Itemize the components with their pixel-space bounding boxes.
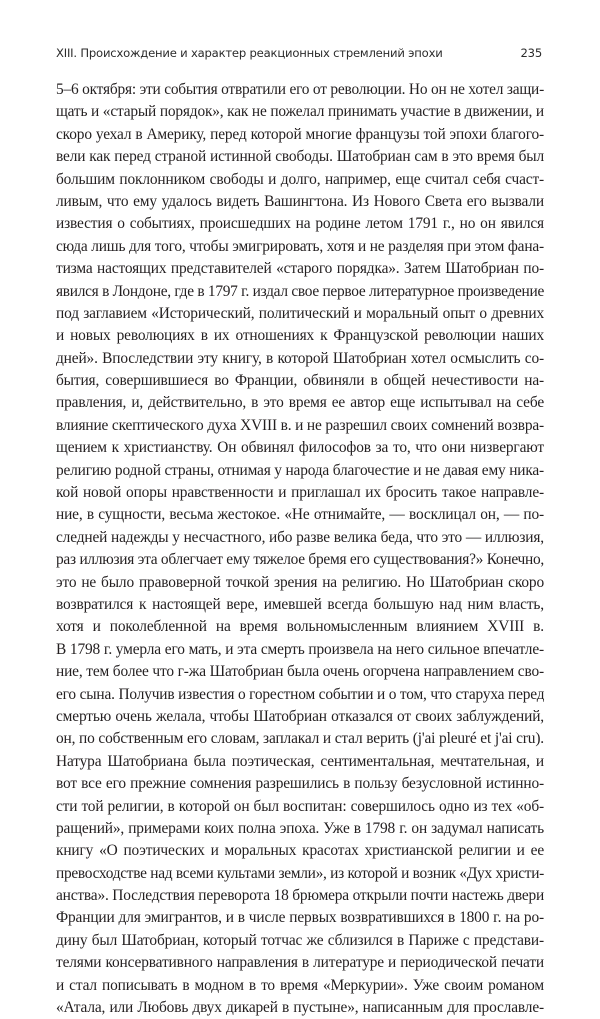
text-line: сюда лишь для того, чтобы эмигрировать, хотя и не разделяя при этом фана-: [56, 237, 544, 255]
text-line: следней надежды у несчастного, ибо разве велика беда, что это — иллюзия,: [56, 528, 544, 546]
text-line: вот все его прежние сомнения разрешились в пользу безусловной истинно-: [56, 775, 544, 793]
text-line: В 1798 г. умерла его мать, и эта смерть произвела на него сильное впечатле-: [56, 640, 544, 658]
text-line: дину был Шатобриан, который тотчас же сблизился в Париже с представи-: [56, 931, 544, 949]
text-line: раз иллюзия эта облегчает ему тяжелое бремя его существования?» Конечно,: [56, 551, 544, 569]
text-line: явился в Лондоне, где в 1797 г. издал свое первое литературное произведение: [56, 282, 544, 300]
text-line: книгу «О поэтических и моральных красотах христианской религии и ее: [56, 842, 544, 860]
text-line: вели как перед страной истинной свободы. Шатобриан сам в это время был: [56, 148, 544, 166]
text-line: под заглавием «Исторический, политический и моральный опыт о древних: [56, 304, 544, 322]
text-line: религию родной страны, отнимая у народа благочестие и не давая ему ника-: [56, 461, 544, 479]
text-line: и стал пописывать в модном в то время «Меркурии». Уже своим романом: [56, 976, 544, 994]
body-text: [56, 79, 544, 1019]
text-line: большим поклонником свободы и долго, например, еще считал себя счаст-: [56, 170, 544, 188]
text-line: кой новой опоры нравственности и приглашал их бросить такое направле-: [56, 484, 544, 502]
text-line: дней». Впоследствии эту книгу, в которой Шатобриан хотел осмыслить со-: [56, 349, 544, 367]
text-line: возвратился к настоящей вере, имевшей всегда большую над ним власть,: [56, 595, 544, 613]
text-line: хотя и поколебленной на время вольномысленным влиянием XVIII в.: [56, 618, 544, 636]
text-line: «Атала, или Любовь двух дикарей в пустыне», написанным для прославле-: [56, 999, 544, 1017]
text-line: известия о событиях, происшедших на родине летом 1791 г., но он явился: [56, 215, 544, 233]
chapter-title: XIII. Происхождение и характер реакционных стремлений эпохи: [56, 46, 443, 60]
text-line: его сына. Получив известия о горестном событии и о том, что старуха перед: [56, 685, 544, 703]
text-line: щением к христианству. Он обвинял философов за то, что они низвергают: [56, 439, 544, 457]
text-line: правления, и, действительно, в это время ее автор еще испытывал на себе: [56, 394, 544, 412]
text-line: телями консервативного направления в литературе и периодической печати: [56, 954, 544, 972]
text-line: Франции для эмигрантов, и в числе первых возвратившихся в 1800 г. на ро-: [56, 909, 544, 927]
text-line: и новых революциях в их отношениях к Французской революции наших: [56, 327, 544, 345]
text-line: сти той религии, в которой он был воспитан: совершилось одно из тех «об-: [56, 797, 544, 815]
text-line: превосходстве над всеми культами земли», из которой и возник «Дух христи-: [56, 864, 544, 882]
running-head: [56, 46, 544, 66]
text-line: 5–6 октября: эти события отвратили его от революции. Но он не хотел защи-: [56, 81, 544, 98]
text-line: щать и «старый порядок», как не пожелал принимать участие в движении, и: [56, 103, 544, 121]
page-number: 235: [520, 46, 542, 60]
text-line: бытия, совершившиеся во Франции, обвиняли в общей нечестивости на-: [56, 372, 544, 390]
text-line: скоро уехал в Америку, перед которой многие французы той эпохи благого-: [56, 125, 544, 143]
text-line: анства». Последствия переворота 18 брюмера открыли почти настежь двери: [56, 887, 544, 905]
text-line: ние, тем более что г-жа Шатобриан была очень огорчена направлением сво-: [56, 663, 544, 681]
book-page: [56, 46, 544, 1019]
text-line: это не было правоверной точкой зрения на религию. Но Шатобриан скоро: [56, 573, 544, 591]
text-line: ние, в сущности, весьма жестокое. «Не отнимайте, — восклицал он, — по-: [56, 506, 544, 524]
text-line: ращений», примерами коих полна эпоха. Уже в 1798 г. он задумал написать: [56, 819, 544, 837]
text-line: тизма настоящих представителей «старого порядка». Затем Шатобриан по-: [56, 260, 544, 278]
text-line: он, по собственным его словам, заплакал и стал верить (j'ai pleuré et j'ai cru).: [56, 730, 544, 748]
text-line: смертью очень желала, чтобы Шатобриан отказался от своих заблуждений,: [56, 707, 544, 725]
text-line: влияние скептического духа XVIII в. и не разрешил своих сомнений возвра-: [56, 416, 544, 434]
text-line: Натура Шатобриана была поэтическая, сентиментальная, мечтательная, и: [56, 752, 544, 770]
text-line: ливым, что ему удалось видеть Вашингтона. Из Нового Света его вызвали: [56, 192, 544, 210]
